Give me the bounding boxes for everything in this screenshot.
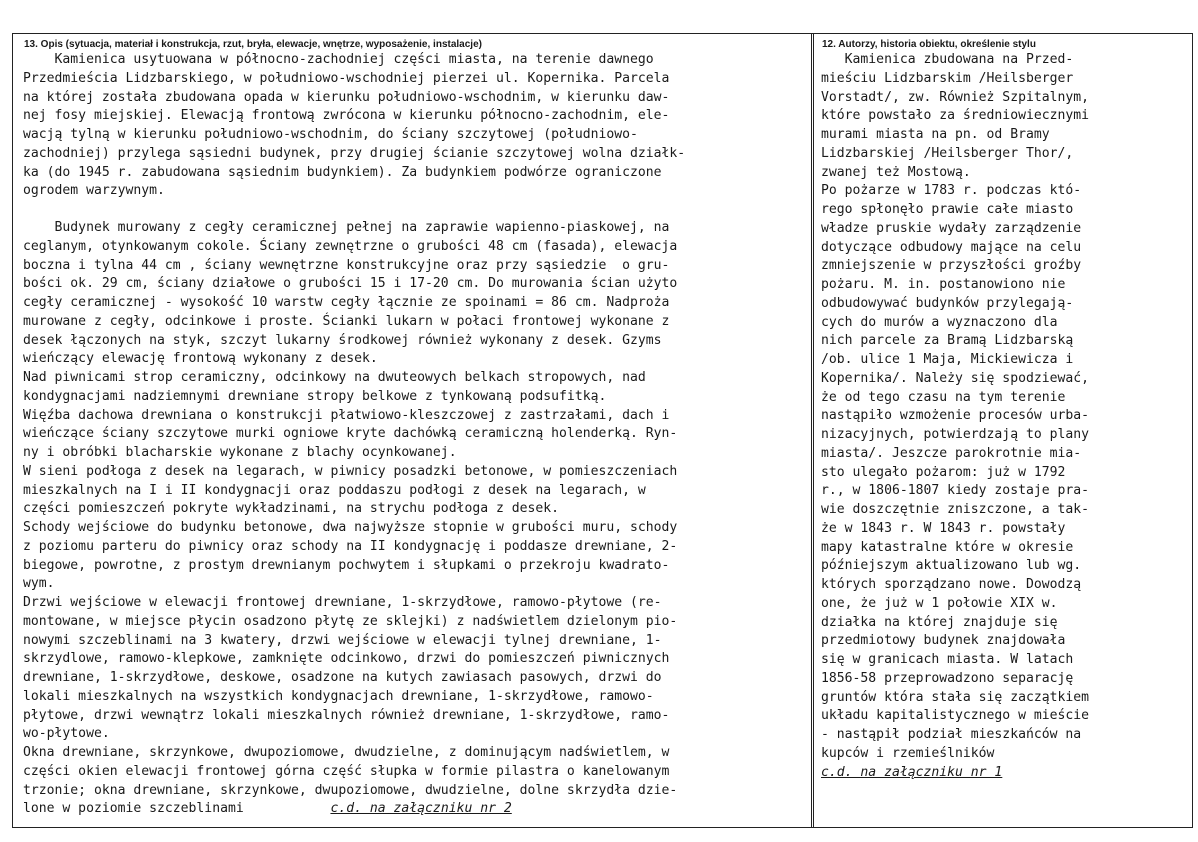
description-last-line	[23, 800, 813, 819]
continuation-note-left: c.d. na załączniku nr 2	[330, 801, 512, 817]
paragraph-gap	[23, 201, 813, 219]
history-column	[821, 39, 1176, 819]
description-paragraph-construction: Budynek murowany z cegły ceramicznej pełnej na zaprawie wapienno-piaskowej, na ceglanym, otynkowanym cokole. Ściany zewnętrzne o grubości 48 cm (fasada), elewacja boczna i tylna 44 cm , ściany wewnętrzne konstrukcyjne oraz przy sąsiedzie o gru- bości ok. 29 cm, ściany działowe o grubości 15 i 17-20 cm. Do murowania ścian użyto cegły ceramicznej - wysokość 10 warstw cegły łącznie ze spoinami = 86 cm. Nadproża murowane z cegły, odcinkowe i proste. Ścianki lukarn w połaci frontowej wykonane z desek łączonych na styk, szczyt lukarny środkowej również wykonany z desek. Gzyms wieńczący elewację frontową wykonany z desek. Nad piwnicami strop ceramiczny, odcinkowy na dwuteowych belkach stropowych, nad kondygnacjami nadziemnymi drewniane stropy belkowe z tynkowaną podsufitką. Więźba dachowa drewniana o konstrukcji płatwiowo-kleszczowej z zastrzałami, dach i wieńczące ściany szczytowe murki ogniowe kryte dachówką ceramiczną holenderką. Ryn- ny i obróbki blacharskie wykonane z blachy ocynkowanej. W sieni podłoga z desek na legarach, w piwnicy posadzki betonowe, w pomieszczeniach mieszkalnych na I i II kondygnacji oraz poddaszu podłogi z desek na legarach, w części pomieszczeń pokryte wykładzinami, na strychu podłoga z desek. Schody wejściowe do budynku betonowe, dwa najwyższe stopnie w grubości muru, schody z poziomu parteru do piwnicy oraz schody na II kondygnację i poddasze drewniane, 2- biegowe, powrotne, z prostym drewnianym pochwytem i słupkami o przekroju kwadrato- wym. Drzwi wejściowe w elewacji frontowej drewniane, 1-skrzydłowe, ramowo-płytowe (re- montowane, w miejsce płycin osadzono płytę ze sklejki) z nadświetlem dzielonym pio- nowymi szczeblinami na 3 kwatery, drzwi wejściowe w elewacji tylnej drewniane, 1- skrzydlowe, ramowo-klepkowe, zamknięte odcinkowo, drzwi do pomieszczeń piwnicznych drewniane, 1-skrzydłowe, deskowe, osadzone na kutych zawiasach pasowych, drzwi do lokali mieszkalnych na wszystkich kondygnacjach drewniane, 1-skrzydłowe, ramowo- płytowe, drzwi wewnątrz lokali mieszkalnych również drewniane, 1-skrzydłowe, ramo- wo-płytowe. Okna drewniane, skrzynkowe, dwupoziomowe, dwudzielne, z dominującym nadświetlem, w części okien elewacji frontowej górna część słupka w formie pilastra o kanelowanym trzonie; okna drewniane, skrzynkowe, dwupoziomowe, dwudzielne, dolne skrzydła dzie-	[23, 220, 678, 798]
description-heading: 13. Opis (sytuacja, materiał i konstrukcja, rzut, bryła, elewacje, wnętrze, wyposażenie, instalacje)	[24, 39, 482, 50]
last-line-text: lone w poziomie szczeblinami	[23, 801, 331, 817]
history-paragraph: Kamienica zbudowana na Przed- mieściu Lidzbarskim /Heilsberger Vorstadt/, zw. Również Szpitalnym, które powstało za średniowiecznymi murami miasta na pn. od Bramy Lidzbarskiej /Heilsberger Thor/, zwanej też Mostową. Po pożarze w 1783 r. podczas któ- rego spłonęło prawie całe miasto władze pruskie wydały zarządzenie dotyczące odbudowy mające na celu zmniejszenie w przyszłości groźby pożaru. M. in. postanowiono nie odbudowywać budynków przylegają- cych do murów a wyznaczono dla nich parcele za Bramą Lidzbarską /ob. ulice 1 Maja, Mickiewicza i Kopernika/. Należy się spodziewać, że od tego czasu na tym terenie nastąpiło wzmożenie procesów urba- nizacyjnych, potwierdzają to plany miasta/. Jeszcze parokrotnie mia- sto ulegało pożarom: już w 1792 r., w 1806-1807 kiedy zostaje pra- wie doszczętnie zniszczone, a tak- że w 1843 r. W 1843 r. powstały mapy katastralne które w okresie późniejszym aktualizowano lub wg. których sporządzano nowe. Dowodzą one, że już w 1 połowie XIX w. działka na której znajduje się przedmiotowy budynek znajdowała się w granicach miasta. W latach 1856-58 przeprowadzono separację gruntów która stała się zaczątkiem układu kapitalistycznego w mieście - nastąpił podział mieszkańców na kupców i rzemieślników	[821, 52, 1090, 761]
history-heading: 12. Autorzy, historia obiektu, określenie stylu	[822, 39, 1036, 50]
document-sheet	[12, 33, 1193, 828]
description-column	[23, 39, 813, 819]
description-paragraph-location: Kamienica usytuowana w północno-zachodniej części miasta, na terenie dawnego Przedmieścia Lidzbarskiego, w południowo-wschodniej pierzei ul. Kopernika. Parcela na której została zbudowana opada w kierunku południowo-wschodnim, w kierunku daw- nej fosy miejskiej. Elewacją frontową zwrócona w kierunku północno-zachodnim, ele- wacją tylną w kierunku południowo-wschodnim, do ściany szczytowej (południowo- zachodniej) przylega sąsiedni budynek, przy drugiej ścianie szczytowej wolna działk- ka (do 1945 r. zabudowana sąsiednim budynkiem). Za budynkiem podwórze ograniczone ogrodem warzywnym.	[23, 52, 686, 199]
column-divider	[811, 34, 814, 827]
continuation-note-right: c.d. na załączniku nr 1	[821, 764, 1003, 780]
